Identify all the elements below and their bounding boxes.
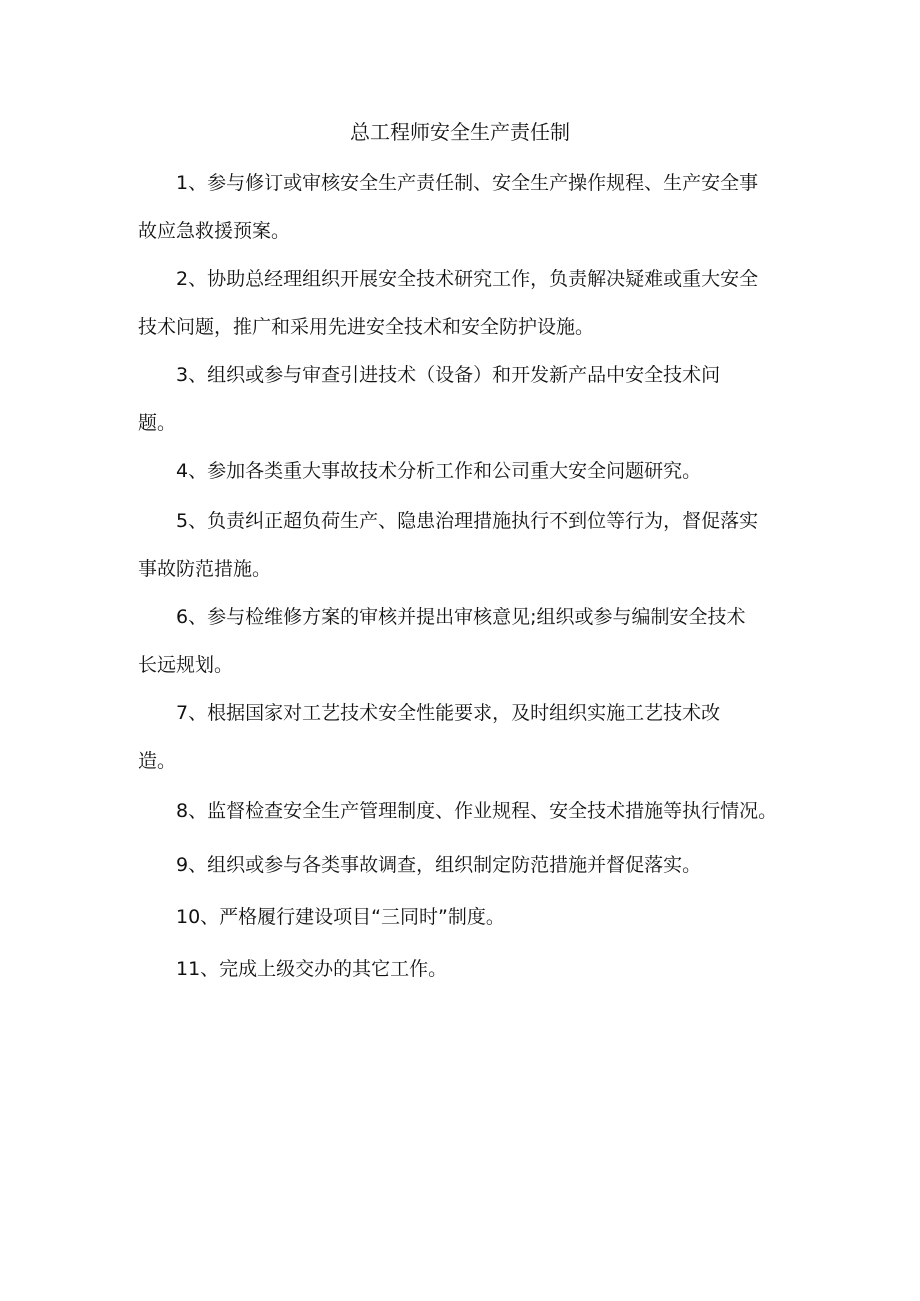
document-title: 总工程师安全生产责任制 (350, 120, 570, 144)
list-item-line: 7、根据国家对工艺技术安全性能要求，及时组织实施工艺技术改 (176, 702, 721, 724)
list-item (138, 945, 788, 993)
list-item-line: 题。 (138, 412, 177, 434)
list-item-line: 10、严格履行建设项目“三同时”制度。 (176, 906, 505, 928)
list-item-line: 8、监督检查安全生产管理制度、作业规程、安全技术措施等执行情况。 (176, 800, 778, 822)
list-item-line: 3、组织或参与审查引进技术（设备）和开发新产品中安全技术问 (176, 364, 721, 386)
list-item (138, 841, 788, 889)
list-item (138, 255, 788, 351)
list-item (138, 893, 788, 941)
list-item-line: 5、负责纠正超负荷生产、隐患治理措施执行不到位等行为，督促落实 (176, 510, 759, 532)
list-item-line: 9、组织或参与各类事故调查，组织制定防范措施并督促落实。 (176, 854, 702, 876)
list-item-line: 故应急救援预案。 (138, 220, 291, 242)
list-item (138, 787, 788, 835)
list-item-line: 1、参与修订或审核安全生产责任制、安全生产操作规程、生产安全事 (176, 172, 759, 194)
list-item-line: 11、完成上级交办的其它工作。 (176, 958, 448, 980)
list-item-line: 2、协助总经理组织开展安全技术研究工作，负责解决疑难或重大安全 (176, 268, 759, 290)
list-item (138, 351, 788, 447)
list-item (138, 447, 788, 495)
list-item-line: 6、参与检维修方案的审核并提出审核意见;组织或参与编制安全技术 (176, 606, 746, 628)
list-item-line: 4、参加各类重大事故技术分析工作和公司重大安全问题研究。 (176, 460, 702, 482)
list-item (138, 497, 788, 593)
list-item (138, 159, 788, 255)
list-item (138, 593, 788, 689)
list-item-line: 造。 (138, 750, 177, 772)
list-item (138, 689, 788, 785)
list-item-line: 技术问题，推广和采用先进安全技术和安全防护设施。 (138, 316, 595, 338)
list-item-line: 事故防范措施。 (138, 558, 272, 580)
list-item-line: 长远规划。 (138, 654, 234, 676)
